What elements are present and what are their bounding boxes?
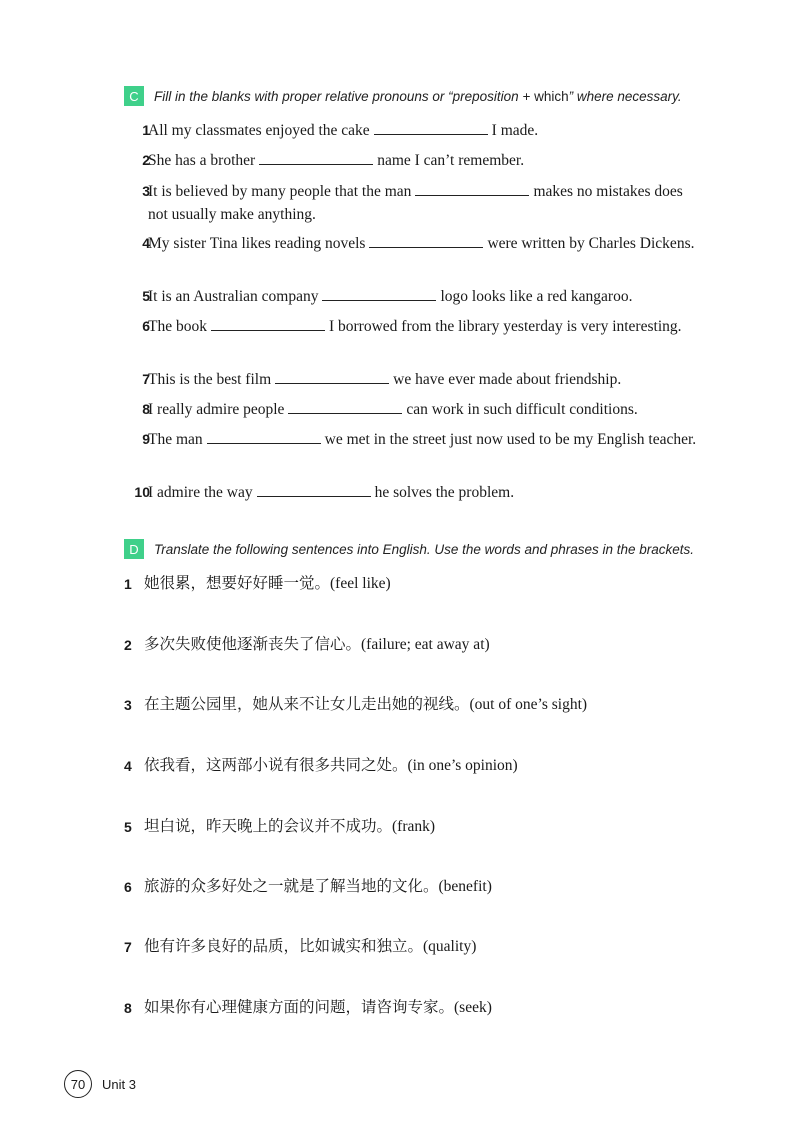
answer-blank[interactable] [369,233,483,248]
answer-blank[interactable] [259,150,373,165]
translate-text: 旅游的众多好处之一就是了解当地的文化。(benefit) [144,878,492,895]
item-number: 7 [124,939,132,955]
section-c-instruction: Fill in the blanks with proper relative pronouns or “preposition + which” where necessary. [154,88,682,104]
fill-item: 9 The man we met in the street just now used to be my English teacher. [124,428,704,451]
translate-item [124,755,518,777]
answer-blank[interactable] [207,429,321,444]
fill-item: 6 The book I borrowed from the library yesterday is very interesting. [124,315,704,338]
unit-label: Unit 3 [102,1076,136,1092]
answer-blank[interactable] [374,120,488,135]
item-number: 1 [124,576,132,592]
item-number: 6 [142,318,150,334]
answer-blank[interactable] [322,286,436,301]
fill-item: 5 It is an Australian company logo looks like a red kangaroo. [124,285,704,308]
section-d-instruction: Translate the following sentences into English. Use the words and phrases in the brackets. [154,541,695,557]
item-number: 5 [124,819,132,835]
item-number: 4 [124,758,132,774]
fill-item: 2 She has a brother name I can’t remember. [124,149,704,172]
fill-item: 4 My sister Tina likes reading novels were written by Charles Dickens. [124,232,704,255]
answer-blank[interactable] [211,316,325,331]
item-number: 4 [142,235,150,251]
translate-text: 在主题公园里，她从来不让女儿走出她的视线。(out of one’s sight) [144,696,588,713]
fill-item: 1 All my classmates enjoyed the cake I made. [124,119,704,142]
translate-text: 他有许多良好的品质，比如诚实和独立。(quality) [144,938,477,955]
item-number: 3 [142,183,150,199]
answer-blank[interactable] [257,482,371,497]
item-number: 5 [142,288,150,304]
section-d-header [124,539,694,559]
item-number: 8 [124,1000,132,1016]
fill-item: 8 I really admire people can work in such difficult conditions. [124,398,704,421]
item-number: 3 [124,697,132,713]
item-number: 7 [142,371,150,387]
page-footer [64,1070,136,1098]
item-number: 6 [124,879,132,895]
answer-blank[interactable] [415,181,529,196]
translate-text: 多次失败使他逐渐丧失了信心。(failure; eat away at) [144,636,490,653]
translate-text: 她很累，想要好好睡一觉。(feel like) [144,575,391,592]
translate-item [124,634,490,656]
section-c-header [124,86,682,106]
translate-text: 依我看，这两部小说有很多共同之处。(in one’s opinion) [144,757,518,774]
translate-text: 如果你有心理健康方面的问题，请咨询专家。(seek) [144,999,492,1016]
item-number: 1 [142,122,150,138]
item-number: 10 [134,484,150,500]
translate-item [124,997,492,1019]
translate-item [124,936,476,958]
translate-item [124,816,435,838]
item-number: 2 [142,152,150,168]
item-number: 2 [124,637,132,653]
item-number: 8 [142,401,150,417]
answer-blank[interactable] [275,369,389,384]
translate-text: 坦白说，昨天晚上的会议并不成功。(frank) [144,818,436,835]
fill-item: 7 This is the best film we have ever made about friendship. [124,368,704,391]
fill-item: 10 I admire the way he solves the problem. [124,481,704,504]
page-number: 70 [64,1070,92,1098]
section-d-badge: D [124,539,144,559]
item-number: 9 [142,431,150,447]
translate-item [124,694,587,716]
translate-item [124,573,391,595]
answer-blank[interactable] [288,399,402,414]
fill-item: 3 It is believed by many people that the man makes no mistakes does not usually make anything. [124,180,704,226]
section-c-badge: C [124,86,144,106]
translate-item [124,876,492,898]
